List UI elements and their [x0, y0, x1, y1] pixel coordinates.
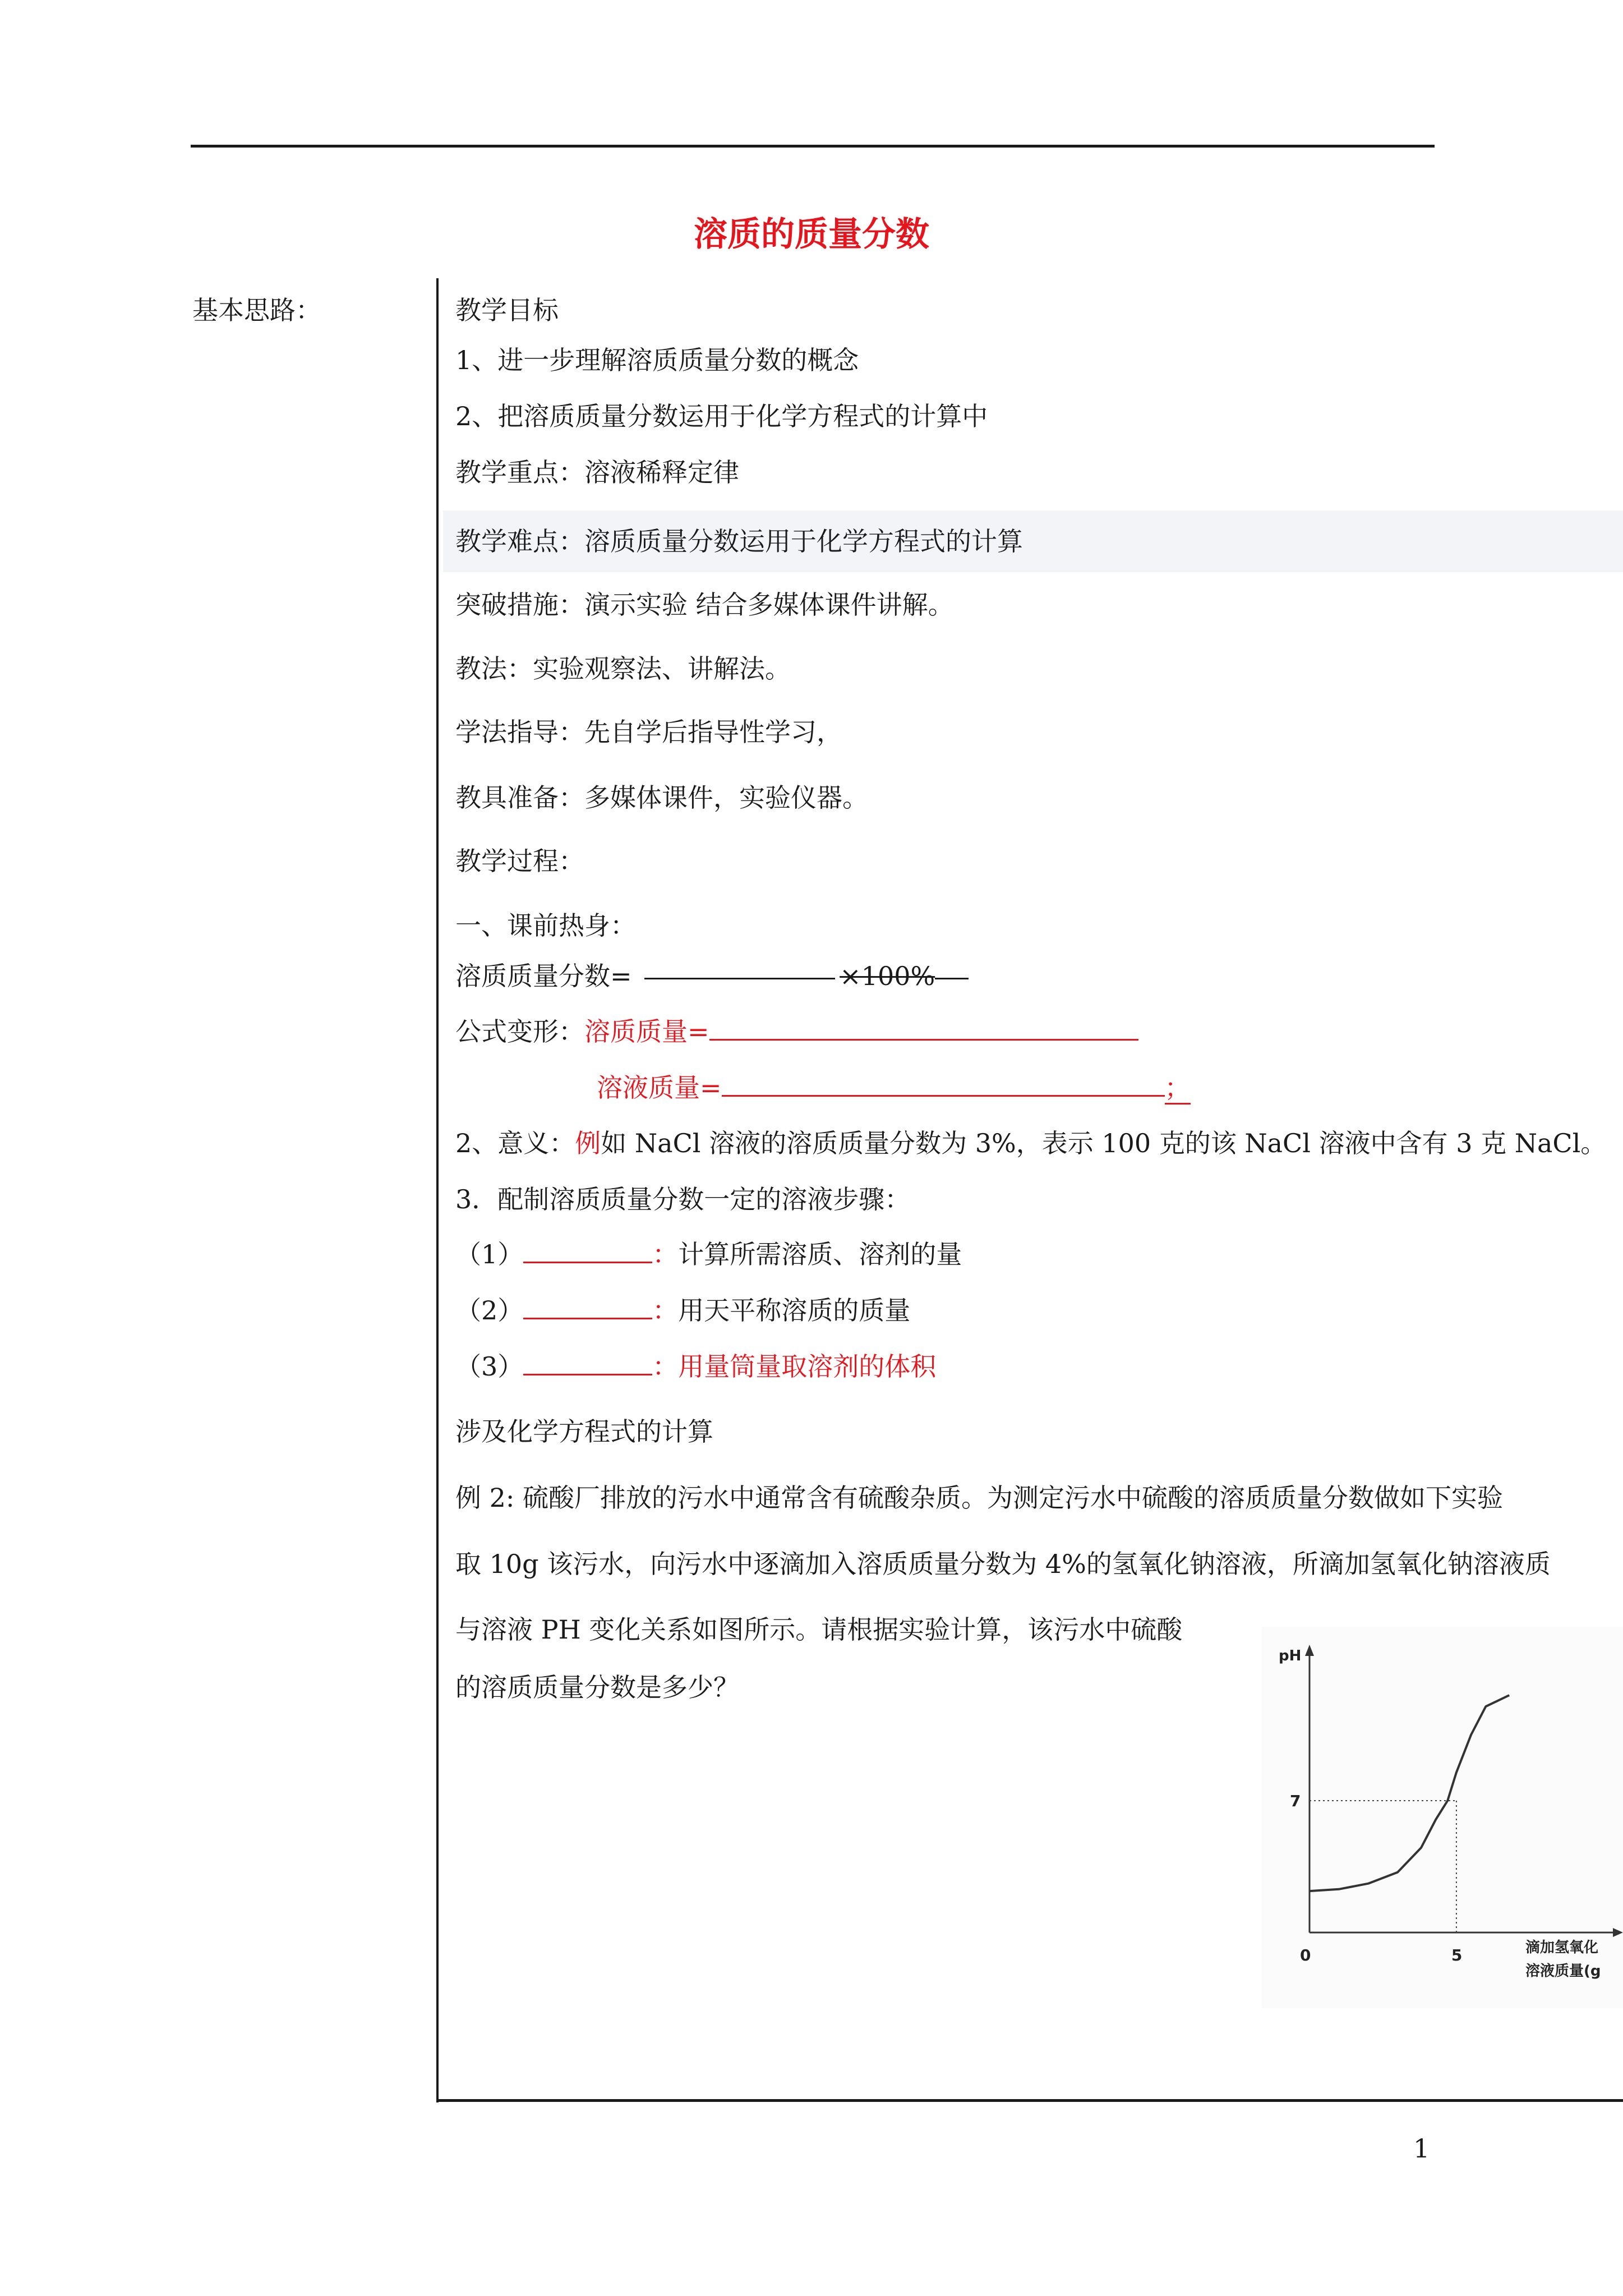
step-3-blank[interactable]: [523, 1349, 652, 1375]
step-1: [455, 1237, 962, 1271]
line-key-point: 教学重点：溶液稀释定律: [455, 457, 739, 487]
step-1-blank[interactable]: [523, 1237, 652, 1263]
table-vertical-rule: [436, 278, 439, 2102]
line-goal-2: 2、把溶质质量分数运用于化学方程式的计算中: [455, 401, 988, 431]
example-2-line-3: 与溶液 PH 变化关系如图所示。请根据实验计算，该污水中硫酸: [455, 1614, 1183, 1645]
formula-variant-label: 公式变形：: [455, 1016, 584, 1047]
formula-line: [455, 959, 973, 993]
header-rule: [191, 145, 1435, 148]
line-difficulty: 教学难点：溶质质量分数运用于化学方程式的计算: [455, 526, 1023, 556]
line-warmup: 一、课前热身：: [455, 910, 636, 941]
solution-mass-blank[interactable]: [722, 1070, 1165, 1097]
meaning-example-mark: 例: [575, 1128, 601, 1158]
step-3-text: 用量筒量取溶剂的体积: [678, 1351, 937, 1382]
line-teaching-goal: 教学目标: [455, 295, 559, 325]
step-2-blank[interactable]: [523, 1293, 652, 1319]
step-3-number: （3）: [455, 1351, 524, 1382]
example-2-line-2: 取 10g 该污水，向污水中逐滴加入溶质质量分数为 4%的氢氧化钠溶液，所滴加氢氧化钠溶液质: [455, 1549, 1551, 1579]
solute-mass-blank[interactable]: [709, 1014, 1138, 1041]
solute-mass-label: 溶质质量=: [584, 1016, 709, 1047]
step-1-text: 计算所需溶质、溶剂的量: [678, 1239, 962, 1269]
chart-x-axis-label: 滴加氢氧化: [1525, 1939, 1599, 1956]
line-process: 教学过程：: [455, 846, 584, 876]
line-method: 教法：实验观察法、讲解法。: [455, 654, 791, 684]
chart-x-tick-5: 5: [1451, 1946, 1463, 1964]
chart-y-tick-7: 7: [1290, 1792, 1301, 1810]
fraction-bar-tail: [935, 978, 969, 979]
line-equipment: 教具准备：多媒体课件，实验仪器。: [455, 783, 868, 813]
page-number: 1: [1413, 2133, 1430, 2164]
line-goal-1: 1、进一步理解溶质质量分数的概念: [455, 345, 859, 375]
formula-percent: ×100%: [840, 961, 935, 991]
line-measures: 突破措施：演示实验 结合多媒体课件讲解。: [455, 590, 954, 620]
step-1-colon: ：: [652, 1239, 679, 1269]
ph-titration-chart: [1262, 1627, 1623, 2008]
chart-y-axis-label: pH: [1279, 1648, 1302, 1664]
chart-x-tick-0: 0: [1300, 1946, 1311, 1964]
step-2-text: 用天平称溶质的质量: [678, 1295, 911, 1326]
chart-x-axis-label-2: 溶液质量(g: [1525, 1963, 1601, 1980]
document-title: 溶质的质量分数: [694, 215, 929, 254]
meaning-label: 2、意义：: [455, 1128, 575, 1158]
line-study-guide: 学法指导：先自学后指导性学习，: [455, 717, 842, 747]
step-1-number: （1）: [455, 1239, 524, 1269]
steps-heading: 3．配制溶质质量分数一定的溶液步骤：: [455, 1184, 911, 1214]
step-3: [455, 1349, 936, 1383]
meaning-text: 如 NaCl 溶液的溶质质量分数为 3%，表示 100 克的该 NaCl 溶液中含有 3 克 NaCl。: [601, 1128, 1607, 1158]
solution-mass-label: 溶液质量=: [597, 1073, 722, 1103]
fraction-bar: [644, 978, 835, 979]
equation-calc-heading: 涉及化学方程式的计算: [455, 1416, 713, 1447]
solution-mass-line: [597, 1070, 1191, 1105]
step-2-number: （2）: [455, 1295, 524, 1326]
solution-mass-end: ；: [1165, 1073, 1191, 1105]
step-2: [455, 1293, 910, 1327]
example-2-line-1: 例 2: 硫酸厂排放的污水中通常含有硫酸杂质。为测定污水中硫酸的溶质质量分数做如下实验: [455, 1483, 1504, 1513]
formula-variant-line: [455, 1014, 1138, 1048]
left-column-label: 基本思路：: [192, 295, 321, 325]
example-2-line-4: 的溶质质量分数是多少？: [455, 1672, 739, 1703]
meaning-line: [455, 1126, 1606, 1160]
step-2-colon: ：: [652, 1295, 679, 1326]
table-bottom-rule: [436, 2099, 1623, 2102]
formula-label: 溶质质量分数=: [455, 961, 632, 991]
step-3-colon: ：: [652, 1351, 679, 1382]
